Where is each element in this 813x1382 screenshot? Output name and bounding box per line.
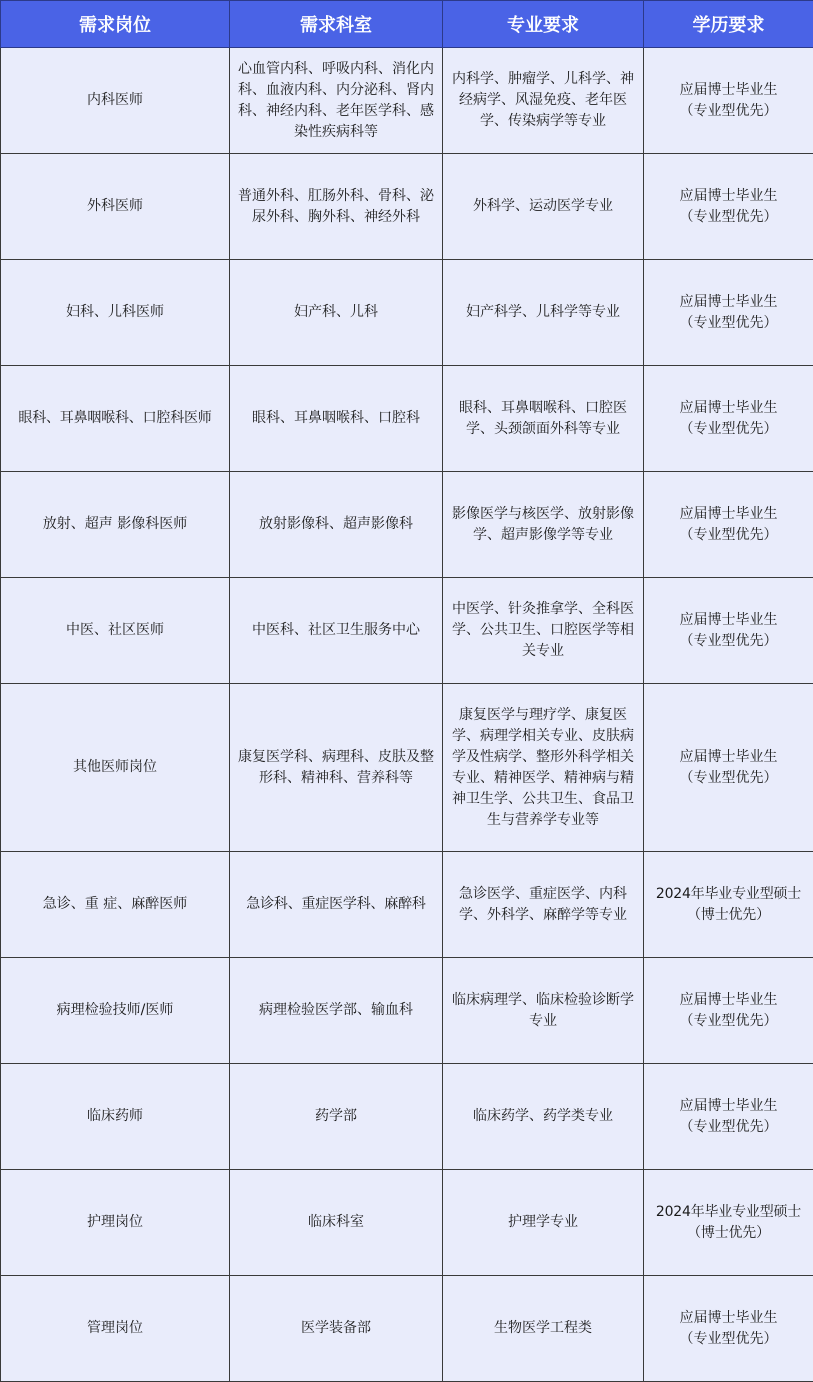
position-cell: 中医、社区医师	[1, 578, 230, 684]
education-note: （专业型优先）	[647, 313, 810, 334]
education-line: 2024年毕业专业型硕士	[645, 1202, 812, 1223]
education-cell	[644, 366, 813, 472]
major-cell: 生物医学工程类	[443, 1276, 644, 1382]
education-note: （专业型优先）	[647, 1117, 810, 1138]
education-line: 应届博士毕业生	[647, 504, 810, 525]
major-cell: 临床药学、药学类专业	[443, 1064, 644, 1170]
position-cell: 护理岗位	[1, 1170, 230, 1276]
table-row	[1, 48, 813, 154]
education-line: 应届博士毕业生	[647, 186, 810, 207]
major-cell: 中医学、针灸推拿学、全科医学、公共卫生、口腔医学等相关专业	[443, 578, 644, 684]
position-cell: 妇科、儿科医师	[1, 260, 230, 366]
table-row	[1, 1064, 813, 1170]
major-cell: 影像医学与核医学、放射影像学、超声影像学等专业	[443, 472, 644, 578]
education-line: 应届博士毕业生	[647, 610, 810, 631]
position-cell: 临床药师	[1, 1064, 230, 1170]
table-row	[1, 472, 813, 578]
education-cell	[644, 1276, 813, 1382]
education-cell	[644, 1064, 813, 1170]
table-row	[1, 154, 813, 260]
education-line: 应届博士毕业生	[647, 747, 810, 768]
table-header-row	[1, 1, 813, 48]
education-note: （专业型优先）	[647, 101, 810, 122]
education-note: （专业型优先）	[647, 631, 810, 652]
education-line: 2024年毕业专业型硕士	[645, 884, 812, 905]
table-row	[1, 958, 813, 1064]
position-cell: 病理检验技师/医师	[1, 958, 230, 1064]
position-cell: 放射、超声 影像科医师	[1, 472, 230, 578]
education-note: （专业型优先）	[647, 768, 810, 789]
table-row	[1, 366, 813, 472]
education-cell	[644, 958, 813, 1064]
table-row	[1, 852, 813, 958]
position-cell: 管理岗位	[1, 1276, 230, 1382]
education-line: 应届博士毕业生	[647, 398, 810, 419]
major-cell: 妇产科学、儿科学等专业	[443, 260, 644, 366]
education-note: （专业型优先）	[647, 419, 810, 440]
position-cell: 其他医师岗位	[1, 684, 230, 852]
position-cell: 眼科、耳鼻咽喉科、口腔科医师	[1, 366, 230, 472]
major-cell: 急诊医学、重症医学、内科学、外科学、麻醉学等专业	[443, 852, 644, 958]
major-cell: 内科学、肿瘤学、儿科学、神经病学、风湿免疫、老年医学、传染病学等专业	[443, 48, 644, 154]
department-cell: 妇产科、儿科	[230, 260, 443, 366]
education-cell	[644, 472, 813, 578]
department-cell: 心血管内科、呼吸内科、消化内科、血液内科、内分泌科、肾内科、神经内科、老年医学科、感染性疾病科等	[230, 48, 443, 154]
education-line: 应届博士毕业生	[647, 1308, 810, 1329]
education-note: （专业型优先）	[647, 525, 810, 546]
education-cell	[644, 154, 813, 260]
education-note: （博士优先）	[645, 1223, 812, 1244]
department-cell: 急诊科、重症医学科、麻醉科	[230, 852, 443, 958]
header-department: 需求科室	[230, 1, 443, 48]
table-row	[1, 1170, 813, 1276]
education-line: 应届博士毕业生	[647, 990, 810, 1011]
education-line: 应届博士毕业生	[647, 80, 810, 101]
education-note: （博士优先）	[645, 905, 812, 926]
department-cell: 药学部	[230, 1064, 443, 1170]
education-note: （专业型优先）	[647, 207, 810, 228]
department-cell: 临床科室	[230, 1170, 443, 1276]
header-education: 学历要求	[644, 1, 813, 48]
department-cell: 病理检验医学部、输血科	[230, 958, 443, 1064]
position-cell: 外科医师	[1, 154, 230, 260]
department-cell: 放射影像科、超声影像科	[230, 472, 443, 578]
position-cell: 急诊、重 症、麻醉医师	[1, 852, 230, 958]
education-cell	[644, 578, 813, 684]
education-line: 应届博士毕业生	[647, 1096, 810, 1117]
major-cell: 护理学专业	[443, 1170, 644, 1276]
table-row	[1, 684, 813, 852]
header-position: 需求岗位	[1, 1, 230, 48]
table-row	[1, 578, 813, 684]
major-cell: 眼科、耳鼻咽喉科、口腔医学、头颈颌面外科等专业	[443, 366, 644, 472]
table-row	[1, 260, 813, 366]
education-cell	[644, 48, 813, 154]
department-cell: 康复医学科、病理科、皮肤及整形科、精神科、营养科等	[230, 684, 443, 852]
education-line: 应届博士毕业生	[647, 292, 810, 313]
education-note: （专业型优先）	[647, 1329, 810, 1350]
position-cell: 内科医师	[1, 48, 230, 154]
major-cell: 康复医学与理疗学、康复医学、病理学相关专业、皮肤病学及性病学、整形外科学相关专业、精神医学、精神病与精神卫生学、公共卫生、食品卫生与营养学专业等	[443, 684, 644, 852]
education-cell	[644, 852, 813, 958]
major-cell: 临床病理学、临床检验诊断学专业	[443, 958, 644, 1064]
education-cell	[644, 260, 813, 366]
department-cell: 中医科、社区卫生服务中心	[230, 578, 443, 684]
table-row	[1, 1276, 813, 1382]
education-cell	[644, 684, 813, 852]
education-cell	[644, 1170, 813, 1276]
major-cell: 外科学、运动医学专业	[443, 154, 644, 260]
education-note: （专业型优先）	[647, 1011, 810, 1032]
department-cell: 眼科、耳鼻咽喉科、口腔科	[230, 366, 443, 472]
header-major: 专业要求	[443, 1, 644, 48]
department-cell: 医学装备部	[230, 1276, 443, 1382]
department-cell: 普通外科、肛肠外科、骨科、泌尿外科、胸外科、神经外科	[230, 154, 443, 260]
